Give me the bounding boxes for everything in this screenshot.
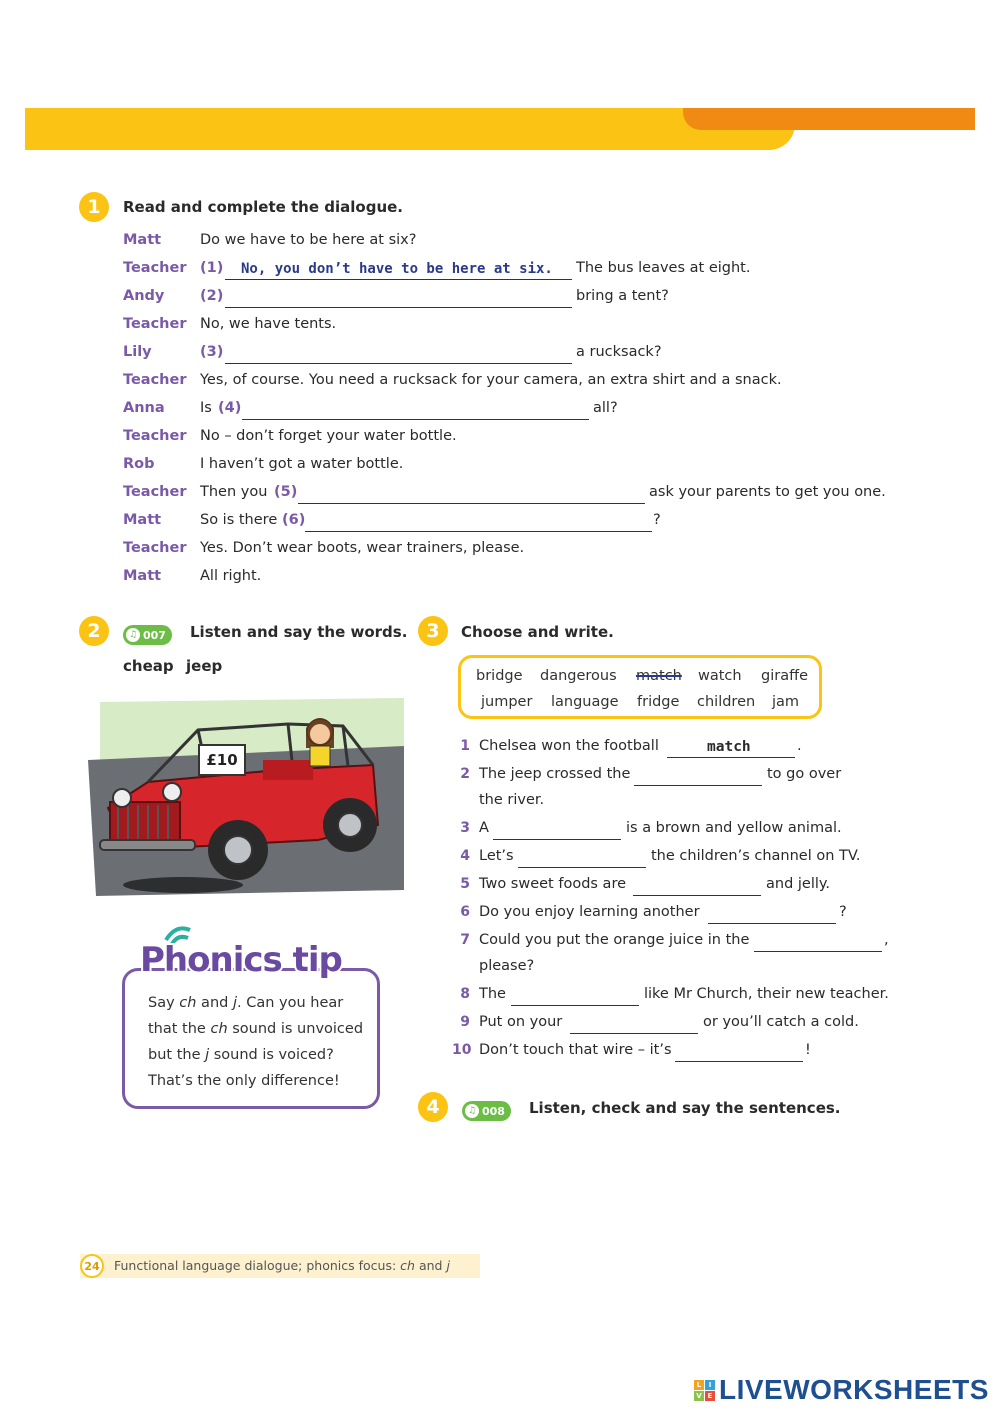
- exercise-2-number: 2: [79, 616, 109, 646]
- gap-label: (4): [218, 400, 242, 416]
- speaker-label: Andy: [123, 288, 165, 304]
- item-text: is a brown and yellow animal.: [626, 820, 842, 836]
- dialogue-text: All right.: [200, 568, 262, 584]
- item-number: 9: [460, 1014, 470, 1030]
- dialogue-text: Is: [200, 400, 212, 416]
- item-text: and jelly.: [766, 876, 831, 892]
- header-banner-accent: [683, 108, 975, 130]
- dialogue-text: ?: [653, 512, 661, 528]
- dialogue-text: No, we have tents.: [200, 316, 337, 332]
- word-bank-item: children: [697, 694, 756, 710]
- item-number: 2: [460, 766, 470, 782]
- answer-blank-ex3-9[interactable]: [570, 1033, 698, 1034]
- exercise-4-number: 4: [418, 1092, 448, 1122]
- speaker-label: Matt: [123, 512, 162, 528]
- answer-blank-4[interactable]: [242, 419, 589, 420]
- audio-track-007[interactable]: [123, 622, 172, 645]
- exercise-1-instruction: Read and complete the dialogue.: [123, 198, 403, 216]
- item-text: Don’t touch that wire – it’s: [479, 1042, 672, 1058]
- dialogue-text: Do we have to be here at six?: [200, 232, 417, 248]
- phonics-line: That’s the only difference!: [148, 1073, 340, 1089]
- speaker-label: Matt: [123, 568, 162, 584]
- item-text: the river.: [479, 792, 545, 808]
- gap-label: (5): [274, 484, 298, 500]
- speaker-label: Matt: [123, 232, 162, 248]
- liveworksheets-logo-icon: L I V E: [694, 1380, 715, 1401]
- item-text: .: [797, 738, 802, 754]
- word-bank-item: bridge: [476, 668, 523, 684]
- exercise-4-instruction: Listen, check and say the sentences.: [529, 1099, 841, 1117]
- gap-label: (6): [282, 512, 306, 528]
- word-cheap: cheap: [123, 657, 174, 675]
- gap-label: (2): [200, 288, 224, 304]
- gap-label: (1): [200, 260, 224, 276]
- brand-name: LIVEWORKSHEETS: [719, 1374, 989, 1405]
- gap-label: (3): [200, 344, 224, 360]
- word-bank-item: jumper: [481, 694, 533, 710]
- word-bank-item: watch: [698, 668, 742, 684]
- item-text: Could you put the orange juice in the: [479, 932, 750, 948]
- headphones-icon: ♫: [126, 628, 140, 642]
- jeep-illustration: [88, 690, 408, 900]
- item-text: Let’s: [479, 848, 514, 864]
- speaker-label: Teacher: [123, 372, 187, 388]
- exercise-2-instruction: Listen and say the words.: [190, 623, 408, 641]
- item-text: Put on your: [479, 1014, 563, 1030]
- track-number: 007: [143, 628, 166, 642]
- word-bank-item: jam: [772, 694, 800, 710]
- exercise-1-number: 1: [79, 192, 109, 222]
- word-bank-item-used: match: [636, 668, 682, 684]
- answer-blank-ex3-6[interactable]: [708, 923, 836, 924]
- item-text: ,: [884, 932, 889, 948]
- dialogue-text: Then you: [200, 484, 268, 500]
- word-bank-item: giraffe: [761, 668, 808, 684]
- answer-blank-ex3-5[interactable]: [633, 895, 761, 896]
- item-text: to go over: [767, 766, 842, 782]
- item-text: Two sweet foods are: [479, 876, 627, 892]
- item-number: 3: [460, 820, 470, 836]
- dialogue-text: The bus leaves at eight.: [576, 260, 751, 276]
- exercise-3-instruction: Choose and write.: [461, 623, 614, 641]
- answer-blank-ex3-1[interactable]: [667, 757, 795, 758]
- answer-blank-ex3-3[interactable]: [493, 839, 621, 840]
- answer-blank-5[interactable]: [298, 503, 645, 504]
- speaker-label: Teacher: [123, 428, 187, 444]
- header-banner: [25, 108, 795, 150]
- speaker-label: Teacher: [123, 260, 187, 276]
- word-jeep: jeep: [186, 657, 223, 675]
- dialogue-text: I haven’t got a water bottle.: [200, 456, 404, 472]
- phonics-line: but the j sound is voiced?: [148, 1047, 334, 1063]
- answer-text-1[interactable]: No, you don’t have to be here at six.: [241, 261, 553, 277]
- answer-blank-3[interactable]: [225, 363, 572, 364]
- dialogue-text: ask your parents to get you one.: [649, 484, 886, 500]
- item-text: !: [805, 1042, 811, 1058]
- answer-blank-ex3-2[interactable]: [634, 785, 762, 786]
- speaker-label: Lily: [123, 344, 152, 360]
- word-bank-item: dangerous: [540, 668, 617, 684]
- dialogue-text: Yes, of course. You need a rucksack for your camera, an extra shirt and a snack.: [200, 372, 782, 388]
- word-bank-item: language: [551, 694, 619, 710]
- headphones-icon: ♫: [465, 1104, 479, 1118]
- speaker-label: Anna: [123, 400, 165, 416]
- phonics-line: that the ch sound is unvoiced: [148, 1021, 364, 1037]
- page-number: 24: [80, 1254, 104, 1278]
- dialogue-text: bring a tent?: [576, 288, 669, 304]
- phonics-tip-text: [148, 990, 368, 1094]
- audio-track-008[interactable]: [462, 1098, 511, 1121]
- answer-blank-2[interactable]: [225, 307, 572, 308]
- answer-text-ex3-1[interactable]: match: [707, 739, 751, 755]
- item-number: 5: [460, 876, 470, 892]
- phonics-tip-title: Phonics tip: [140, 940, 342, 980]
- item-text: A: [479, 820, 489, 836]
- item-text: The: [479, 986, 506, 1002]
- track-number: 008: [482, 1104, 505, 1118]
- item-text: like Mr Church, their new teacher.: [644, 986, 889, 1002]
- item-text: please?: [479, 958, 535, 974]
- item-text: The jeep crossed the: [479, 766, 631, 782]
- exercise-3-number: 3: [418, 616, 448, 646]
- item-number: 7: [460, 932, 470, 948]
- speaker-label: Teacher: [123, 484, 187, 500]
- word-bank-item: fridge: [637, 694, 680, 710]
- phonics-line: Say ch and j. Can you hear: [148, 995, 344, 1011]
- item-text: or you’ll catch a cold.: [703, 1014, 859, 1030]
- liveworksheets-brand: [694, 1374, 989, 1406]
- item-text: the children’s channel on TV.: [651, 848, 861, 864]
- price-sign: £10: [198, 744, 246, 776]
- item-text: ?: [839, 904, 847, 920]
- answer-blank-1[interactable]: [225, 279, 572, 280]
- item-text: Chelsea won the football: [479, 738, 659, 754]
- answer-blank-ex3-10[interactable]: [675, 1061, 803, 1062]
- item-number: 6: [460, 904, 470, 920]
- dialogue-text: a rucksack?: [576, 344, 662, 360]
- dialogue-text: Yes. Don’t wear boots, wear trainers, please.: [200, 540, 525, 556]
- item-text: Do you enjoy learning another: [479, 904, 700, 920]
- item-number: 4: [460, 848, 470, 864]
- answer-blank-ex3-7[interactable]: [754, 951, 882, 952]
- answer-blank-ex3-8[interactable]: [511, 1005, 639, 1006]
- speaker-label: Rob: [123, 456, 155, 472]
- speaker-label: Teacher: [123, 316, 187, 332]
- answer-blank-6[interactable]: [305, 531, 652, 532]
- answer-blank-ex3-4[interactable]: [518, 867, 646, 868]
- item-number: 10: [452, 1042, 472, 1058]
- speaker-label: Teacher: [123, 540, 187, 556]
- dialogue-text: all?: [593, 400, 618, 416]
- item-number: 8: [460, 986, 470, 1002]
- dialogue-text: So is there: [200, 512, 278, 528]
- item-number: 1: [460, 738, 470, 754]
- dialogue-text: No – don’t forget your water bottle.: [200, 428, 457, 444]
- footer-text: Functional language dialogue; phonics focus: ch and j: [114, 1258, 450, 1273]
